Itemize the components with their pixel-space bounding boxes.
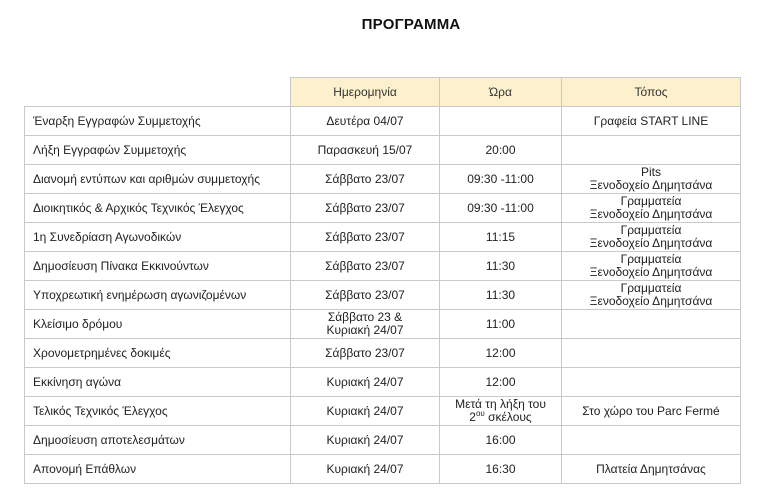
time-line: 11:00 bbox=[485, 316, 516, 331]
header-place: Τόπος bbox=[562, 78, 741, 107]
table-row bbox=[25, 107, 741, 136]
date-cell bbox=[291, 310, 440, 339]
date-cell bbox=[291, 339, 440, 368]
date-line: Κυριακή 24/07 bbox=[326, 403, 404, 418]
event-cell: Υποχρεωτική ενημέρωση αγωνιζομένων bbox=[25, 281, 291, 310]
table-row bbox=[25, 136, 741, 165]
event-cell: Τελικός Τεχνικός Έλεγχος bbox=[25, 397, 291, 426]
date-cell bbox=[291, 194, 440, 223]
date-cell bbox=[291, 281, 440, 310]
place-cell bbox=[562, 107, 741, 136]
table-body bbox=[25, 107, 741, 484]
place-cell bbox=[562, 223, 741, 252]
table-row bbox=[25, 310, 741, 339]
table-row bbox=[25, 339, 741, 368]
date-cell bbox=[291, 107, 440, 136]
place-line: Γραμματεία bbox=[620, 281, 682, 295]
event-cell: Χρονομετρημένες δοκιμές bbox=[25, 339, 291, 368]
place-cell bbox=[562, 194, 741, 223]
table-row bbox=[25, 397, 741, 426]
time-cell bbox=[440, 136, 562, 165]
date-line: Κυριακή 24/07 bbox=[326, 323, 404, 337]
table-row bbox=[25, 194, 741, 223]
time-cell bbox=[440, 339, 562, 368]
time-cell bbox=[440, 455, 562, 484]
place-line: Γραμματεία bbox=[620, 223, 682, 237]
place-line: Πλατεία Δημητσάνας bbox=[596, 461, 706, 476]
place-cell bbox=[562, 455, 741, 484]
event-cell: Απονομή Επάθλων bbox=[25, 455, 291, 484]
time-line: 09:30 -11:00 bbox=[467, 171, 534, 186]
place-line: Ξενοδοχείο Δημητσάνα bbox=[589, 294, 713, 308]
event-cell: Διανομή εντύπων και αριθμών συμμετοχής bbox=[25, 165, 291, 194]
date-cell bbox=[291, 136, 440, 165]
time-line: 12:00 bbox=[485, 345, 516, 360]
header-time: Ώρα bbox=[440, 78, 562, 107]
place-line: Γραμματεία bbox=[620, 252, 682, 266]
date-cell bbox=[291, 426, 440, 455]
table-header-row bbox=[25, 78, 741, 107]
time-line: 09:30 -11:00 bbox=[467, 200, 534, 215]
place-line: Γραμματεία bbox=[620, 194, 682, 208]
table-row bbox=[25, 165, 741, 194]
place-line: Ξενοδοχείο Δημητσάνα bbox=[589, 265, 713, 279]
place-line: Ξενοδοχείο Δημητσάνα bbox=[589, 236, 713, 250]
time-line: 16:00 bbox=[485, 432, 516, 447]
date-line: Δευτέρα 04/07 bbox=[326, 113, 404, 128]
table-row bbox=[25, 455, 741, 484]
time-cell bbox=[440, 310, 562, 339]
place-cell bbox=[562, 252, 741, 281]
date-cell bbox=[291, 165, 440, 194]
place-cell bbox=[562, 339, 741, 368]
time-cell bbox=[440, 252, 562, 281]
date-cell bbox=[291, 455, 440, 484]
table-row bbox=[25, 252, 741, 281]
time-cell bbox=[440, 194, 562, 223]
place-cell bbox=[562, 136, 741, 165]
time-line: $2^{o\upsilon}$ σκέλους bbox=[469, 409, 532, 424]
event-cell: Λήξη Εγγραφών Συμμετοχής bbox=[25, 136, 291, 165]
time-line: 11:30 bbox=[485, 287, 516, 302]
time-line: 20:00 bbox=[485, 142, 516, 157]
time-line: 12:00 bbox=[485, 374, 516, 389]
date-line: Κυριακή 24/07 bbox=[326, 461, 404, 476]
schedule-table bbox=[24, 77, 741, 484]
date-cell bbox=[291, 397, 440, 426]
time-cell bbox=[440, 223, 562, 252]
date-line: Σάββατο 23/07 bbox=[325, 229, 405, 244]
header-blank-cell bbox=[25, 78, 291, 107]
event-cell: Κλείσιμο δρόμου bbox=[25, 310, 291, 339]
event-cell: Εκκίνηση αγώνα bbox=[25, 368, 291, 397]
date-line: Παρασκευή 15/07 bbox=[317, 142, 413, 157]
place-line: Ξενοδοχείο Δημητσάνα bbox=[589, 178, 713, 192]
date-line: Σάββατο 23/07 bbox=[325, 287, 405, 302]
time-line: 11:30 bbox=[485, 258, 516, 273]
time-cell bbox=[440, 368, 562, 397]
table-row bbox=[25, 281, 741, 310]
date-line: Σάββατο 23/07 bbox=[325, 258, 405, 273]
time-cell bbox=[440, 165, 562, 194]
page-title: ΠΡΟΓΡΑΜΜΑ bbox=[361, 16, 461, 33]
date-cell bbox=[291, 368, 440, 397]
date-line: Σάββατο 23 & bbox=[327, 310, 403, 324]
time-cell bbox=[440, 107, 562, 136]
time-cell bbox=[440, 397, 562, 426]
ordinal-suffix: ου bbox=[475, 409, 485, 418]
place-cell bbox=[562, 281, 741, 310]
place-line: Ξενοδοχείο Δημητσάνα bbox=[589, 207, 713, 221]
event-cell: Έναρξη Εγγραφών Συμμετοχής bbox=[25, 107, 291, 136]
event-cell: 1η Συνεδρίαση Αγωνοδικών bbox=[25, 223, 291, 252]
place-line: Pits bbox=[640, 165, 661, 179]
event-cell: Δημοσίευση αποτελεσμάτων bbox=[25, 426, 291, 455]
place-cell bbox=[562, 426, 741, 455]
place-cell bbox=[562, 310, 741, 339]
place-line: Γραφεία START LINE bbox=[593, 113, 709, 128]
place-cell bbox=[562, 397, 741, 426]
date-cell bbox=[291, 223, 440, 252]
time-line: Μετά τη λήξη του bbox=[455, 397, 546, 411]
table-row bbox=[25, 223, 741, 252]
date-line: Κυριακή 24/07 bbox=[326, 374, 404, 389]
date-line: Σάββατο 23/07 bbox=[325, 200, 405, 215]
event-cell: Δημοσίευση Πίνακα Εκκινούντων bbox=[25, 252, 291, 281]
place-cell bbox=[562, 165, 741, 194]
table-row bbox=[25, 368, 741, 397]
time-cell bbox=[440, 281, 562, 310]
date-line: Σάββατο 23/07 bbox=[325, 345, 405, 360]
time-line: 16:30 bbox=[485, 461, 516, 476]
date-cell bbox=[291, 252, 440, 281]
event-cell: Διοικητικός & Αρχικός Τεχνικός Έλεγχος bbox=[25, 194, 291, 223]
place-cell bbox=[562, 368, 741, 397]
time-line: 11:15 bbox=[485, 229, 516, 244]
date-line: Σάββατο 23/07 bbox=[325, 171, 405, 186]
date-line: Κυριακή 24/07 bbox=[326, 432, 404, 447]
time-cell bbox=[440, 426, 562, 455]
table-row bbox=[25, 426, 741, 455]
header-date: Ημερομηνία bbox=[291, 78, 440, 107]
place-line: Στο χώρο του Parc Fermé bbox=[582, 403, 720, 418]
